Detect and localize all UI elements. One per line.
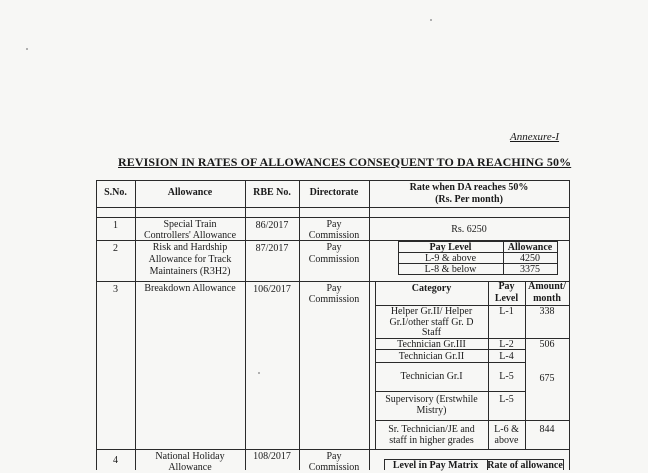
- risk-header-allowance: Allowance: [507, 242, 553, 253]
- row-rbe: 108/2017: [253, 451, 291, 462]
- row-sno: 3: [113, 284, 118, 295]
- breakdown-level: L-5: [499, 371, 514, 382]
- breakdown-level: L-4: [499, 351, 514, 362]
- breakdown-header-pay: Pay: [498, 281, 515, 292]
- row-rbe: 87/2017: [255, 243, 289, 254]
- breakdown-level: L-1: [499, 306, 514, 317]
- breakdown-category: Mistry): [416, 405, 447, 416]
- breakdown-category: Gr.I/other staff Gr. D: [389, 317, 474, 328]
- breakdown-level: L-5: [499, 394, 514, 405]
- row-directorate: Pay: [326, 219, 342, 230]
- row-directorate: Commission: [308, 462, 360, 473]
- breakdown-category: Sr. Technician/JE and: [388, 424, 475, 435]
- header-sno: S.No.: [104, 187, 127, 198]
- row-allowance: Special Train: [163, 219, 217, 230]
- risk-cell-level: L-8 & below: [424, 264, 477, 275]
- row-directorate: Pay: [326, 283, 342, 294]
- breakdown-category: Technician Gr.III: [397, 339, 466, 350]
- header-rate-line2: (Rs. Per month): [435, 194, 503, 205]
- breakdown-level: L-2: [499, 339, 514, 350]
- risk-cell-level: L-9 & above: [424, 253, 477, 264]
- breakdown-level: L-6 &: [494, 424, 519, 435]
- breakdown-level: above: [494, 435, 519, 446]
- scan-speck: [26, 48, 28, 50]
- row-sno: 1: [113, 220, 118, 231]
- row-rate: Rs. 6250: [451, 224, 487, 235]
- row-directorate: Commission: [308, 254, 360, 265]
- row-sno: 2: [113, 243, 118, 254]
- document-title: REVISION IN RATES OF ALLOWANCES CONSEQUENT TO DA REACHING 50%: [118, 155, 572, 169]
- row-allowance: Breakdown Allowance: [144, 283, 236, 294]
- breakdown-amount: 675: [539, 373, 555, 384]
- row-allowance: Allowance for Track: [148, 254, 232, 265]
- row-directorate: Commission: [308, 230, 360, 241]
- holiday-header-level: Level in Pay Matrix: [392, 460, 479, 471]
- row-rbe: 86/2017: [255, 220, 289, 231]
- breakdown-category: Supervisory (Erstwhile: [385, 394, 478, 405]
- breakdown-amount: 506: [539, 339, 555, 350]
- row-allowance: Controllers' Allowance: [143, 230, 237, 241]
- risk-cell-amount: 4250: [520, 253, 540, 264]
- annexure-label: Annexure-I: [510, 131, 560, 143]
- breakdown-header-month: month: [533, 293, 561, 304]
- header-allowance: Allowance: [167, 187, 213, 198]
- breakdown-header-amount: Amount/: [528, 281, 566, 292]
- breakdown-header-level: Level: [494, 293, 519, 304]
- header-rate-line1: Rate when DA reaches 50%: [409, 182, 529, 193]
- header-directorate: Directorate: [309, 187, 359, 198]
- breakdown-amount: 338: [539, 306, 555, 317]
- row-directorate: Pay: [326, 242, 342, 253]
- row-directorate: Pay: [326, 451, 342, 462]
- breakdown-category: Technician Gr.I: [400, 371, 463, 382]
- row-allowance: Allowance: [168, 462, 212, 473]
- row-sno: 4: [113, 455, 118, 466]
- row-rbe: 106/2017: [253, 284, 291, 295]
- risk-cell-amount: 3375: [520, 264, 540, 275]
- holiday-header-rate: Rate of allowance: [487, 460, 563, 471]
- breakdown-header-category: Category: [411, 283, 452, 294]
- breakdown-category: Technician Gr.II: [398, 351, 465, 362]
- breakdown-category: Staff: [421, 327, 442, 338]
- breakdown-category: staff in higher grades: [389, 435, 474, 446]
- row-directorate: Commission: [308, 294, 360, 305]
- breakdown-amount: 844: [539, 424, 555, 435]
- breakdown-category: Helper Gr.II/ Helper: [390, 306, 473, 317]
- row-allowance: Risk and Hardship: [152, 242, 228, 253]
- row-allowance: Maintainers (R3H2): [149, 266, 231, 277]
- scan-speck: [430, 19, 432, 21]
- scan-speck: [258, 372, 260, 374]
- risk-header-pay-level: Pay Level: [429, 242, 472, 253]
- header-rbe: RBE No.: [253, 187, 291, 198]
- row-allowance: National Holiday: [155, 451, 225, 462]
